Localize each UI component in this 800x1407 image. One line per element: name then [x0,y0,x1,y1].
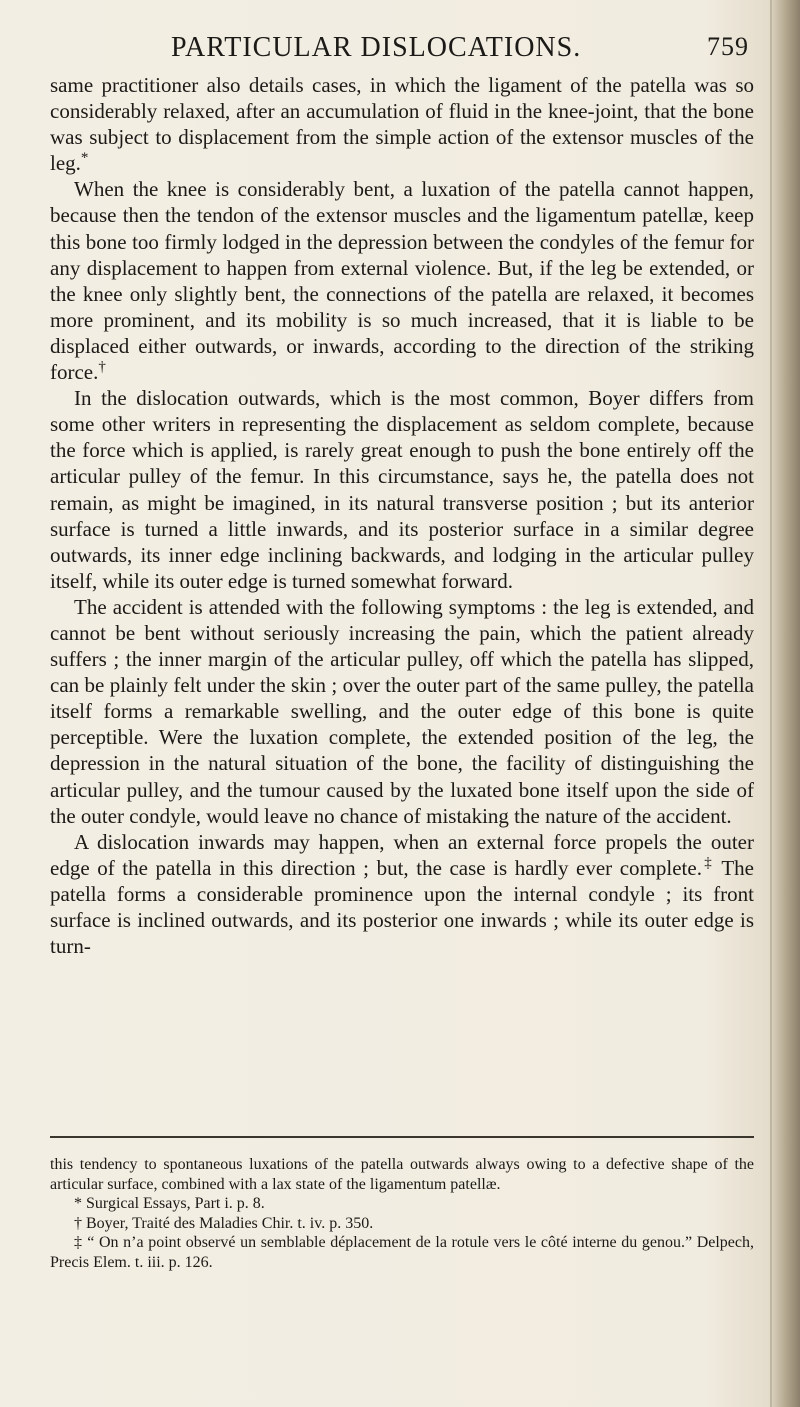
page-header [115,30,755,70]
running-head: PARTICULAR DISLOCATIONS. [171,32,582,63]
paragraph-1 [50,72,754,176]
paragraph-1-text: same practitioner also details cases, in which the ligament of the patella was so considerably relaxed, after an accumulation of fluid in the knee-joint, that the bone was subject to displacement from the simple action of the extensor muscles of the leg. [50,73,754,176]
page-number: 759 [707,32,749,61]
paragraph-3: In the dislocation outwards, which is the most common, Boyer differs from some other writers in representing the displacement as seldom complete, because the force which is applied, is rarely great enough to push the bone entirely off the articular pulley of the femur. In this circumstance, says he, the patella does not remain, as might be imagined, in its natural transverse position ; but its anterior surface is turned a little inwards, and its posterior surface in a similar degree outwards, its inner edge inclining backwards, and lodging in the articular pulley itself, while its outer edge is turned somewhat forward. [50,386,754,593]
footnote-3: ‡ “ On n’a point observé un semblable déplacement de la rotule vers le côté interne du genou.” Delpech, Precis Elem. t. iii. p. 126. [50,1234,754,1271]
footnote-1: * Surgical Essays, Part i. p. 8. [74,1195,265,1212]
footnote-mark-2: † [98,359,106,376]
footnote-continued: this tendency to spontaneous luxations of the patella outwards always owing to a defective shape of the articular surface, combined with a lax state of the ligamentum patellæ. [50,1156,754,1193]
footnote-mark-1: * [80,150,89,167]
paragraph-5-text-a: A dislocation inwards may happen, when an external force propels the outer edge of the patella in this direction ; but, the case is hardly ever complete. [50,829,754,880]
main-text [50,72,754,959]
footnote-divider [50,1136,754,1138]
footnote-mark-3: ‡ [701,854,715,871]
paragraph-5 [50,829,754,959]
paragraph-5-text-b: The patella forms a considerable prominence upon the internal condyle ; its front surface is inclined outwards, and its posterior one inwards ; while its outer edge is turn- [50,855,755,959]
book-binding-edge [772,0,800,1407]
footnotes [50,1155,754,1272]
paragraph-2 [50,176,754,385]
paragraph-2-text: When the knee is considerably bent, a luxation of the patella cannot happen, because then the tendon of the extensor muscles and the ligamentum patellæ, keep this bone too firmly lodged in the depression between the condyles of the femur for any displacement to happen from external violence. But, if the leg be extended, or the knee only slightly bent, the connections of the patella are relaxed, it becomes more prominent, and its mobility is so much increased, that it is liable to be displaced either outwards, or inwards, according to the direction of the striking force. [50,177,754,385]
paragraph-4: The accident is attended with the following symptoms : the leg is extended, and cannot be bent without seriously increasing the pain, which the patient already suffers ; the inner margin of the articular pulley, off which the patella has slipped, can be plainly felt under the skin ; over the outer part of the same pulley, the patella itself forms a remarkable swelling, and the outer edge of this bone is quite perceptible. Were the luxation complete, the extended position of the leg, the depression in the natural situation of the bone, the facility of distinguishing the articular pulley, and the tumour caused by the luxated bone itself upon the side of the outer condyle, would leave no chance of mistaking the nature of the accident. [50,594,754,828]
footnote-2: † Boyer, Traité des Maladies Chir. t. iv. p. 350. [74,1214,374,1232]
